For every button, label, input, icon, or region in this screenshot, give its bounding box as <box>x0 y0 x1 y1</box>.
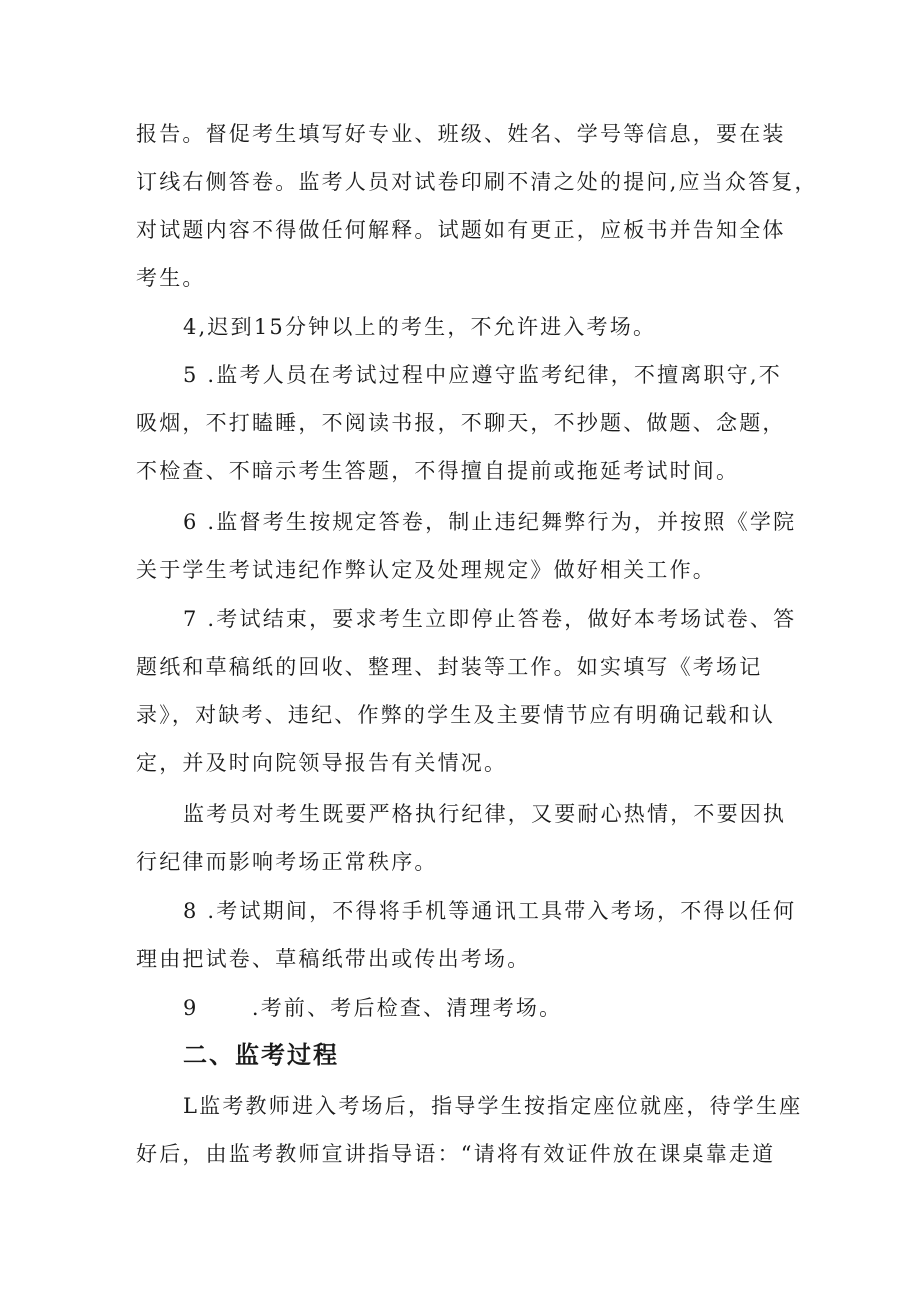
paragraph-item-L: L监考教师进入考场后，指导学生按指定座位就座，待学生座 <box>183 1094 803 1118</box>
text-line: 不检查、不暗示考生答题，不得擅自提前或拖延考试时间。 <box>136 459 740 483</box>
text-line: 录》，对缺考、违纪、作弊的学生及主要情节应有明确记载和认 <box>136 703 776 727</box>
text-line: 关于学生考试违纪作弊认定及处理规定》做好相关工作。 <box>136 558 716 582</box>
text-line: 好后，由监考教师宣讲指导语：“请将有效证件放在课桌靠走道 <box>136 1142 776 1166</box>
text-line: 报告。督促考生填写好专业、班级、姓名、学号等信息，要在装 <box>136 122 786 146</box>
paragraph-item-4: 4,迟到15分钟以上的考生，不允许进入考场。 <box>183 315 657 339</box>
paragraph-item-9: 9 .考前、考后检查、清理考场。 <box>183 996 563 1020</box>
paragraph-item-5: 5 .监考人员在考试过程中应遵守监考纪律，不擅离职守,不 <box>183 363 782 387</box>
section-heading: 二、监考过程 <box>183 1041 339 1069</box>
text-line: 吸烟，不打瞌睡，不阅读书报，不聊天，不抄题、做题、念题， <box>136 411 786 435</box>
paragraph-item-8: 8 .考试期间，不得将手机等通讯工具带入考场，不得以任何 <box>183 899 797 923</box>
paragraph-note: 监考员对考生既要严格执行纪律，又要耐心热情，不要因执 <box>183 802 787 826</box>
text-line: 行纪律而影响考场正常秩序。 <box>136 850 438 874</box>
text-line: 定，并及时向院领导报告有关情况。 <box>136 751 508 775</box>
text-line: 订线右侧答卷。监考人员对试卷印刷不清之处的提问,应当众答复， <box>136 170 818 194</box>
text-line: 题纸和草稿纸的回收、整理、封装等工作。如实填写《考场记 <box>136 655 763 679</box>
text-line: 理由把试卷、草稿纸带出或传出考场。 <box>136 947 531 971</box>
paragraph-item-6: 6 .监督考生按规定答卷，制止违纪舞弊行为，并按照《学院 <box>183 510 797 534</box>
text-line: 对试题内容不得做任何解释。试题如有更正，应板书并告知全体 <box>136 218 786 242</box>
text-line: 考生。 <box>136 266 206 290</box>
paragraph-item-7: 7 .考试结束，要求考生立即停止答卷，做好本考场试卷、答 <box>183 607 797 631</box>
